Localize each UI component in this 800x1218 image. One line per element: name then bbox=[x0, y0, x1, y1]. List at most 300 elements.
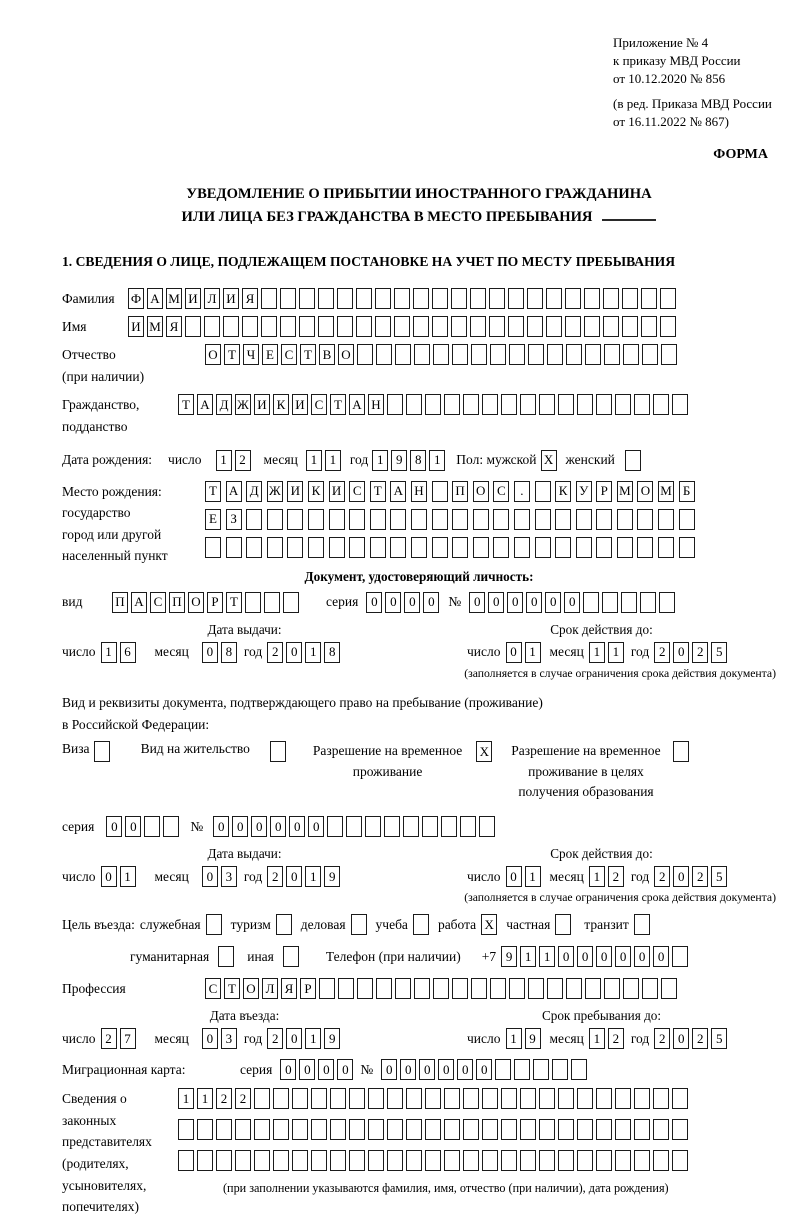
char-box[interactable]: 8 bbox=[410, 450, 426, 471]
char-box[interactable] bbox=[634, 914, 650, 935]
char-box[interactable] bbox=[425, 1088, 441, 1109]
char-box[interactable] bbox=[451, 288, 467, 309]
char-box[interactable] bbox=[679, 537, 695, 558]
char-box[interactable] bbox=[660, 288, 676, 309]
char-box[interactable] bbox=[311, 1088, 327, 1109]
char-box[interactable] bbox=[463, 1119, 479, 1140]
char-box[interactable] bbox=[425, 394, 441, 415]
char-box[interactable] bbox=[555, 914, 571, 935]
char-box[interactable] bbox=[394, 316, 410, 337]
char-box[interactable] bbox=[637, 537, 653, 558]
char-box[interactable]: К bbox=[308, 481, 324, 502]
char-box[interactable] bbox=[617, 509, 633, 530]
char-box[interactable]: 0 bbox=[545, 592, 561, 613]
char-box[interactable]: О bbox=[205, 344, 221, 365]
char-box[interactable] bbox=[470, 316, 486, 337]
char-box[interactable] bbox=[565, 288, 581, 309]
char-box[interactable]: Л bbox=[262, 978, 278, 999]
char-box[interactable]: 0 bbox=[286, 1028, 302, 1049]
char-box[interactable] bbox=[577, 394, 593, 415]
char-box[interactable]: 7 bbox=[120, 1028, 136, 1049]
char-box[interactable] bbox=[308, 537, 324, 558]
char-box[interactable] bbox=[283, 946, 299, 967]
char-box[interactable] bbox=[205, 537, 221, 558]
char-box[interactable]: 0 bbox=[507, 592, 523, 613]
char-box[interactable] bbox=[547, 344, 563, 365]
char-box[interactable]: 9 bbox=[324, 866, 340, 887]
char-box[interactable]: Т bbox=[178, 394, 194, 415]
char-box[interactable] bbox=[406, 1119, 422, 1140]
char-box[interactable]: 0 bbox=[673, 1028, 689, 1049]
char-box[interactable]: 0 bbox=[526, 592, 542, 613]
char-box[interactable] bbox=[444, 1088, 460, 1109]
char-box[interactable]: М bbox=[166, 288, 182, 309]
char-box[interactable]: О bbox=[188, 592, 204, 613]
char-box[interactable] bbox=[280, 316, 296, 337]
char-box[interactable]: X bbox=[476, 741, 492, 762]
char-box[interactable] bbox=[390, 509, 406, 530]
char-box[interactable] bbox=[641, 316, 657, 337]
char-box[interactable] bbox=[672, 946, 688, 967]
char-box[interactable]: 2 bbox=[216, 1088, 232, 1109]
char-box[interactable]: 1 bbox=[325, 450, 341, 471]
char-box[interactable] bbox=[368, 1088, 384, 1109]
char-box[interactable]: И bbox=[254, 394, 270, 415]
char-box[interactable] bbox=[535, 509, 551, 530]
char-box[interactable]: И bbox=[292, 394, 308, 415]
char-box[interactable]: 0 bbox=[488, 592, 504, 613]
char-box[interactable]: З bbox=[226, 509, 242, 530]
char-box[interactable] bbox=[658, 537, 674, 558]
char-box[interactable] bbox=[585, 344, 601, 365]
char-box[interactable] bbox=[555, 509, 571, 530]
char-box[interactable]: 0 bbox=[673, 866, 689, 887]
char-box[interactable] bbox=[490, 344, 506, 365]
char-box[interactable]: 1 bbox=[608, 642, 624, 663]
char-box[interactable]: М bbox=[658, 481, 674, 502]
char-box[interactable] bbox=[490, 978, 506, 999]
char-box[interactable] bbox=[246, 509, 262, 530]
char-box[interactable]: 1 bbox=[305, 642, 321, 663]
char-box[interactable] bbox=[357, 344, 373, 365]
char-box[interactable]: И bbox=[185, 288, 201, 309]
char-box[interactable] bbox=[501, 1150, 517, 1171]
char-box[interactable]: 0 bbox=[673, 642, 689, 663]
char-box[interactable] bbox=[387, 1119, 403, 1140]
char-box[interactable]: 0 bbox=[400, 1059, 416, 1080]
char-box[interactable] bbox=[479, 816, 495, 837]
char-box[interactable] bbox=[452, 509, 468, 530]
char-box[interactable]: Я bbox=[281, 978, 297, 999]
char-box[interactable]: Н bbox=[411, 481, 427, 502]
char-box[interactable]: О bbox=[338, 344, 354, 365]
char-box[interactable]: Р bbox=[207, 592, 223, 613]
char-box[interactable] bbox=[653, 394, 669, 415]
char-box[interactable]: К bbox=[555, 481, 571, 502]
char-box[interactable] bbox=[376, 344, 392, 365]
char-box[interactable]: 0 bbox=[469, 592, 485, 613]
char-box[interactable]: Я bbox=[166, 316, 182, 337]
char-box[interactable] bbox=[432, 481, 448, 502]
char-box[interactable] bbox=[216, 1119, 232, 1140]
char-box[interactable] bbox=[144, 816, 160, 837]
char-box[interactable] bbox=[254, 1150, 270, 1171]
char-box[interactable]: 8 bbox=[324, 642, 340, 663]
char-box[interactable]: Е bbox=[205, 509, 221, 530]
char-box[interactable] bbox=[264, 592, 280, 613]
char-box[interactable] bbox=[356, 288, 372, 309]
char-box[interactable] bbox=[565, 316, 581, 337]
char-box[interactable] bbox=[539, 1088, 555, 1109]
char-box[interactable]: Л bbox=[204, 288, 220, 309]
char-box[interactable] bbox=[642, 978, 658, 999]
char-box[interactable] bbox=[520, 1088, 536, 1109]
char-box[interactable] bbox=[520, 1150, 536, 1171]
char-box[interactable]: О bbox=[637, 481, 653, 502]
char-box[interactable] bbox=[413, 288, 429, 309]
char-box[interactable] bbox=[413, 316, 429, 337]
char-box[interactable]: 1 bbox=[589, 1028, 605, 1049]
char-box[interactable] bbox=[349, 1119, 365, 1140]
char-box[interactable] bbox=[641, 288, 657, 309]
char-box[interactable] bbox=[482, 1119, 498, 1140]
char-box[interactable] bbox=[204, 316, 220, 337]
char-box[interactable] bbox=[508, 288, 524, 309]
char-box[interactable] bbox=[672, 1088, 688, 1109]
char-box[interactable]: 1 bbox=[539, 946, 555, 967]
char-box[interactable] bbox=[273, 1088, 289, 1109]
char-box[interactable]: 2 bbox=[654, 642, 670, 663]
char-box[interactable] bbox=[330, 1088, 346, 1109]
char-box[interactable] bbox=[596, 1088, 612, 1109]
char-box[interactable] bbox=[495, 1059, 511, 1080]
char-box[interactable] bbox=[535, 481, 551, 502]
char-box[interactable]: 0 bbox=[289, 816, 305, 837]
char-box[interactable] bbox=[576, 537, 592, 558]
char-box[interactable] bbox=[368, 1150, 384, 1171]
char-box[interactable] bbox=[411, 537, 427, 558]
char-box[interactable] bbox=[583, 592, 599, 613]
char-box[interactable] bbox=[292, 1119, 308, 1140]
char-box[interactable] bbox=[596, 537, 612, 558]
char-box[interactable] bbox=[493, 537, 509, 558]
char-box[interactable]: С bbox=[150, 592, 166, 613]
char-box[interactable]: С bbox=[281, 344, 297, 365]
char-box[interactable] bbox=[216, 1150, 232, 1171]
char-box[interactable] bbox=[178, 1119, 194, 1140]
char-box[interactable]: 3 bbox=[221, 1028, 237, 1049]
char-box[interactable] bbox=[452, 537, 468, 558]
char-box[interactable]: 0 bbox=[564, 592, 580, 613]
char-box[interactable]: Т bbox=[226, 592, 242, 613]
char-box[interactable] bbox=[514, 1059, 530, 1080]
char-box[interactable]: О bbox=[473, 481, 489, 502]
char-box[interactable]: 0 bbox=[202, 866, 218, 887]
char-box[interactable] bbox=[444, 1150, 460, 1171]
char-box[interactable] bbox=[603, 288, 619, 309]
char-box[interactable] bbox=[197, 1119, 213, 1140]
char-box[interactable]: М bbox=[147, 316, 163, 337]
char-box[interactable] bbox=[287, 509, 303, 530]
char-box[interactable] bbox=[375, 316, 391, 337]
char-box[interactable] bbox=[403, 816, 419, 837]
char-box[interactable]: М bbox=[617, 481, 633, 502]
char-box[interactable] bbox=[470, 288, 486, 309]
char-box[interactable] bbox=[463, 1088, 479, 1109]
char-box[interactable]: А bbox=[390, 481, 406, 502]
char-box[interactable] bbox=[501, 1119, 517, 1140]
char-box[interactable] bbox=[395, 344, 411, 365]
char-box[interactable]: Б bbox=[679, 481, 695, 502]
char-box[interactable] bbox=[395, 978, 411, 999]
char-box[interactable] bbox=[337, 288, 353, 309]
char-box[interactable] bbox=[308, 509, 324, 530]
char-box[interactable] bbox=[318, 288, 334, 309]
char-box[interactable]: 2 bbox=[654, 1028, 670, 1049]
char-box[interactable] bbox=[584, 316, 600, 337]
char-box[interactable] bbox=[390, 537, 406, 558]
char-box[interactable] bbox=[576, 509, 592, 530]
char-box[interactable] bbox=[493, 509, 509, 530]
char-box[interactable]: 1 bbox=[589, 866, 605, 887]
char-box[interactable]: Т bbox=[370, 481, 386, 502]
char-box[interactable]: 0 bbox=[438, 1059, 454, 1080]
char-box[interactable] bbox=[672, 1150, 688, 1171]
char-box[interactable]: 9 bbox=[525, 1028, 541, 1049]
char-box[interactable]: 0 bbox=[286, 866, 302, 887]
char-box[interactable] bbox=[558, 1150, 574, 1171]
char-box[interactable] bbox=[501, 394, 517, 415]
char-box[interactable]: А bbox=[226, 481, 242, 502]
char-box[interactable] bbox=[406, 394, 422, 415]
char-box[interactable] bbox=[235, 1119, 251, 1140]
char-box[interactable]: С bbox=[205, 978, 221, 999]
char-box[interactable] bbox=[558, 1119, 574, 1140]
char-box[interactable] bbox=[414, 978, 430, 999]
char-box[interactable] bbox=[311, 1150, 327, 1171]
char-box[interactable]: 0 bbox=[366, 592, 382, 613]
char-box[interactable] bbox=[330, 1150, 346, 1171]
char-box[interactable]: У bbox=[576, 481, 592, 502]
char-box[interactable] bbox=[273, 1150, 289, 1171]
char-box[interactable]: 0 bbox=[476, 1059, 492, 1080]
char-box[interactable] bbox=[603, 316, 619, 337]
char-box[interactable] bbox=[672, 394, 688, 415]
char-box[interactable]: Т bbox=[224, 978, 240, 999]
char-box[interactable]: 2 bbox=[267, 642, 283, 663]
char-box[interactable]: С bbox=[493, 481, 509, 502]
char-box[interactable] bbox=[558, 1088, 574, 1109]
char-box[interactable] bbox=[571, 1059, 587, 1080]
char-box[interactable] bbox=[509, 978, 525, 999]
char-box[interactable] bbox=[387, 394, 403, 415]
char-box[interactable]: 5 bbox=[711, 866, 727, 887]
char-box[interactable]: П bbox=[452, 481, 468, 502]
char-box[interactable]: 2 bbox=[101, 1028, 117, 1049]
char-box[interactable] bbox=[463, 394, 479, 415]
char-box[interactable] bbox=[660, 316, 676, 337]
char-box[interactable] bbox=[604, 344, 620, 365]
char-box[interactable] bbox=[625, 450, 641, 471]
char-box[interactable] bbox=[433, 344, 449, 365]
char-box[interactable] bbox=[661, 978, 677, 999]
char-box[interactable]: Ч bbox=[243, 344, 259, 365]
char-box[interactable]: П bbox=[112, 592, 128, 613]
char-box[interactable]: 0 bbox=[125, 816, 141, 837]
char-box[interactable]: 0 bbox=[202, 1028, 218, 1049]
char-box[interactable] bbox=[673, 741, 689, 762]
char-box[interactable] bbox=[640, 592, 656, 613]
char-box[interactable] bbox=[566, 978, 582, 999]
char-box[interactable] bbox=[283, 592, 299, 613]
char-box[interactable] bbox=[349, 1088, 365, 1109]
char-box[interactable] bbox=[623, 344, 639, 365]
char-box[interactable] bbox=[547, 978, 563, 999]
char-box[interactable]: 0 bbox=[270, 816, 286, 837]
char-box[interactable] bbox=[432, 509, 448, 530]
char-box[interactable] bbox=[370, 509, 386, 530]
char-box[interactable]: 2 bbox=[235, 1088, 251, 1109]
char-box[interactable] bbox=[444, 394, 460, 415]
char-box[interactable]: 9 bbox=[324, 1028, 340, 1049]
char-box[interactable]: X bbox=[541, 450, 557, 471]
char-box[interactable] bbox=[622, 316, 638, 337]
char-box[interactable] bbox=[356, 316, 372, 337]
char-box[interactable] bbox=[653, 1150, 669, 1171]
char-box[interactable] bbox=[672, 1119, 688, 1140]
char-box[interactable] bbox=[261, 288, 277, 309]
char-box[interactable]: X bbox=[481, 914, 497, 935]
char-box[interactable] bbox=[432, 288, 448, 309]
char-box[interactable] bbox=[653, 1088, 669, 1109]
char-box[interactable] bbox=[596, 1150, 612, 1171]
char-box[interactable]: А bbox=[147, 288, 163, 309]
char-box[interactable] bbox=[425, 1150, 441, 1171]
char-box[interactable]: 0 bbox=[596, 946, 612, 967]
char-box[interactable]: 5 bbox=[711, 1028, 727, 1049]
char-box[interactable] bbox=[566, 344, 582, 365]
char-box[interactable]: 2 bbox=[692, 642, 708, 663]
char-box[interactable] bbox=[432, 316, 448, 337]
char-box[interactable] bbox=[535, 537, 551, 558]
char-box[interactable] bbox=[489, 316, 505, 337]
char-box[interactable] bbox=[539, 1119, 555, 1140]
char-box[interactable] bbox=[299, 316, 315, 337]
char-box[interactable] bbox=[623, 978, 639, 999]
char-box[interactable]: 1 bbox=[429, 450, 445, 471]
char-box[interactable] bbox=[514, 537, 530, 558]
char-box[interactable] bbox=[520, 1119, 536, 1140]
char-box[interactable] bbox=[330, 1119, 346, 1140]
char-box[interactable]: Р bbox=[596, 481, 612, 502]
char-box[interactable]: 2 bbox=[608, 1028, 624, 1049]
char-box[interactable] bbox=[375, 288, 391, 309]
char-box[interactable]: О bbox=[243, 978, 259, 999]
char-box[interactable]: Т bbox=[300, 344, 316, 365]
char-box[interactable]: 2 bbox=[692, 1028, 708, 1049]
char-box[interactable]: 2 bbox=[235, 450, 251, 471]
char-box[interactable] bbox=[546, 288, 562, 309]
char-box[interactable]: 1 bbox=[372, 450, 388, 471]
char-box[interactable] bbox=[311, 1119, 327, 1140]
char-box[interactable] bbox=[329, 509, 345, 530]
char-box[interactable]: 0 bbox=[280, 1059, 296, 1080]
char-box[interactable]: 6 bbox=[120, 642, 136, 663]
char-box[interactable] bbox=[245, 592, 261, 613]
char-box[interactable]: Е bbox=[262, 344, 278, 365]
char-box[interactable] bbox=[637, 509, 653, 530]
char-box[interactable]: 0 bbox=[213, 816, 229, 837]
char-box[interactable]: Д bbox=[216, 394, 232, 415]
char-box[interactable]: 0 bbox=[457, 1059, 473, 1080]
char-box[interactable] bbox=[163, 816, 179, 837]
char-box[interactable] bbox=[444, 1119, 460, 1140]
char-box[interactable]: 1 bbox=[506, 1028, 522, 1049]
char-box[interactable] bbox=[622, 288, 638, 309]
char-box[interactable] bbox=[509, 344, 525, 365]
char-box[interactable] bbox=[178, 1150, 194, 1171]
char-box[interactable] bbox=[319, 978, 335, 999]
char-box[interactable]: Т bbox=[205, 481, 221, 502]
char-box[interactable]: 1 bbox=[178, 1088, 194, 1109]
char-box[interactable] bbox=[584, 288, 600, 309]
char-box[interactable] bbox=[528, 978, 544, 999]
char-box[interactable] bbox=[585, 978, 601, 999]
char-box[interactable] bbox=[489, 288, 505, 309]
char-box[interactable] bbox=[432, 537, 448, 558]
char-box[interactable] bbox=[338, 978, 354, 999]
char-box[interactable]: 0 bbox=[202, 642, 218, 663]
char-box[interactable]: И bbox=[128, 316, 144, 337]
char-box[interactable]: 0 bbox=[506, 866, 522, 887]
char-box[interactable] bbox=[621, 592, 637, 613]
char-box[interactable] bbox=[394, 288, 410, 309]
char-box[interactable]: 3 bbox=[221, 866, 237, 887]
char-box[interactable]: А bbox=[197, 394, 213, 415]
char-box[interactable] bbox=[463, 1150, 479, 1171]
char-box[interactable] bbox=[292, 1150, 308, 1171]
char-box[interactable] bbox=[471, 978, 487, 999]
char-box[interactable]: 0 bbox=[286, 642, 302, 663]
char-box[interactable]: 0 bbox=[653, 946, 669, 967]
char-box[interactable] bbox=[406, 1088, 422, 1109]
char-box[interactable] bbox=[370, 537, 386, 558]
char-box[interactable] bbox=[206, 914, 222, 935]
char-box[interactable]: 0 bbox=[506, 642, 522, 663]
char-box[interactable]: 0 bbox=[106, 816, 122, 837]
char-box[interactable] bbox=[527, 316, 543, 337]
char-box[interactable] bbox=[357, 978, 373, 999]
char-box[interactable] bbox=[533, 1059, 549, 1080]
char-box[interactable] bbox=[482, 394, 498, 415]
char-box[interactable]: Т bbox=[224, 344, 240, 365]
char-box[interactable] bbox=[653, 1119, 669, 1140]
char-box[interactable] bbox=[642, 344, 658, 365]
char-box[interactable] bbox=[501, 1088, 517, 1109]
char-box[interactable]: 0 bbox=[419, 1059, 435, 1080]
char-box[interactable] bbox=[602, 592, 618, 613]
char-box[interactable] bbox=[261, 316, 277, 337]
char-box[interactable] bbox=[452, 978, 468, 999]
char-box[interactable] bbox=[346, 816, 362, 837]
char-box[interactable]: 0 bbox=[101, 866, 117, 887]
char-box[interactable] bbox=[365, 816, 381, 837]
char-box[interactable] bbox=[349, 537, 365, 558]
char-box[interactable] bbox=[197, 1150, 213, 1171]
char-box[interactable] bbox=[528, 344, 544, 365]
char-box[interactable] bbox=[661, 344, 677, 365]
char-box[interactable] bbox=[223, 316, 239, 337]
